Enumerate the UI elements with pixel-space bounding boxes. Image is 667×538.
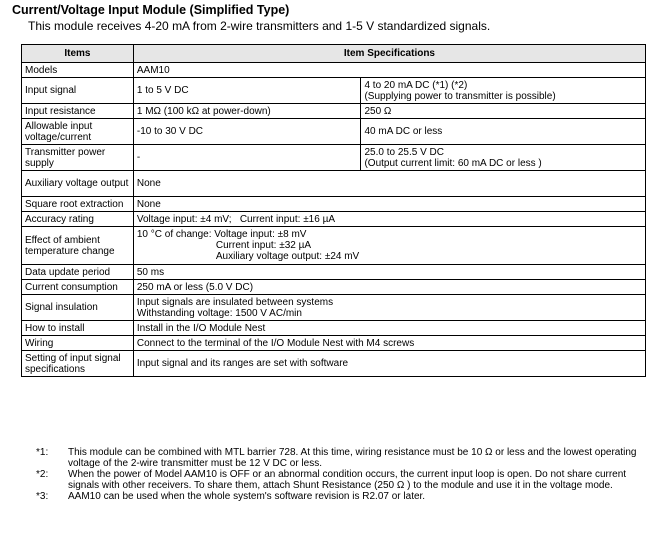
value-line: Input signals are insulated between systems	[136, 296, 334, 308]
table-row	[22, 78, 646, 104]
table-row	[22, 265, 646, 280]
row-label: Accuracy rating	[22, 212, 134, 227]
table-row	[22, 227, 646, 265]
row-label: Transmitter power supply	[22, 145, 134, 171]
value-line: Withstanding voltage: 1500 V AC/min	[136, 307, 302, 319]
row-label: Square root extraction	[22, 197, 134, 212]
page-subtitle: This module receives 4-20 mA from 2-wire transmitters and 1-5 V standardized signals.	[28, 19, 491, 33]
row-value-current	[361, 78, 646, 104]
footnote-text: AAM10 can be used when the whole system's software revision is R2.07 or later.	[68, 491, 426, 502]
table-row	[22, 104, 646, 119]
row-label: Models	[22, 63, 134, 78]
row-value: 250 mA or less (5.0 V DC)	[133, 280, 645, 295]
row-label: Input signal	[22, 78, 134, 104]
row-value-current	[361, 145, 646, 171]
page-title: Current/Voltage Input Module (Simplified Type)	[12, 3, 290, 17]
row-value: None	[133, 197, 645, 212]
row-value: Install in the I/O Module Nest	[133, 321, 645, 336]
row-value-current: 40 mA DC or less	[361, 119, 646, 145]
footnote	[36, 469, 648, 491]
row-value: Voltage input: ±4 mV; Current input: ±16 µA	[133, 212, 645, 227]
spec-table	[21, 44, 646, 377]
footnote-mark: *1:	[36, 447, 49, 458]
row-value: 50 ms	[133, 265, 645, 280]
table-row	[22, 119, 646, 145]
row-label: Wiring	[22, 336, 134, 351]
table-header-row	[22, 45, 646, 63]
row-value-voltage: -	[133, 145, 361, 171]
table-row	[22, 351, 646, 377]
row-label: Input resistance	[22, 104, 134, 119]
table-row	[22, 321, 646, 336]
row-label: Signal insulation	[22, 295, 134, 321]
footnotes	[36, 447, 648, 502]
row-value-voltage: -10 to 30 V DC	[133, 119, 361, 145]
table-row	[22, 197, 646, 212]
value-line: (Output current limit: 60 mA DC or less )	[364, 157, 542, 169]
row-label: Current consumption	[22, 280, 134, 295]
row-value: Input signal and its ranges are set with software	[133, 351, 645, 377]
row-label: Allowable input voltage/current	[22, 119, 134, 145]
row-value	[133, 227, 645, 265]
row-label: Data update period	[22, 265, 134, 280]
row-value-voltage: 1 to 5 V DC	[133, 78, 361, 104]
value-line: 25.0 to 25.5 V DC	[364, 146, 444, 158]
row-value: None	[133, 171, 645, 197]
row-label: How to install	[22, 321, 134, 336]
table-row	[22, 280, 646, 295]
value-line: Auxiliary voltage output: ±24 mV	[215, 251, 360, 262]
footnote-text: When the power of Model AAM10 is OFF or an abnormal condition occurs, the current input loop is open. Do not share current signals with other receivers. To share them, attach Shunt Resistance (250 Ω ) to the module and use it in the voltage mode.	[68, 469, 627, 491]
footnote	[36, 447, 648, 469]
table-row	[22, 145, 646, 171]
footnote	[36, 491, 648, 502]
row-label: Auxiliary voltage output	[22, 171, 134, 197]
footnote-mark: *2:	[36, 469, 49, 480]
row-value: AAM10	[133, 63, 645, 78]
row-value-voltage: 1 MΩ (100 kΩ at power-down)	[133, 104, 361, 119]
table-row	[22, 295, 646, 321]
footnote-text: This module can be combined with MTL barrier 728. At this time, wiring resistance must be 10 Ω or less and the lowest operating voltage of the 2-wire transmitter must be 12 V DC or less.	[68, 447, 637, 469]
header-items: Items	[22, 45, 134, 63]
footnote-mark: *3:	[36, 491, 49, 502]
table-row	[22, 212, 646, 227]
header-specs: Item Specifications	[133, 45, 645, 63]
row-value	[133, 295, 645, 321]
value-line: Current input: ±32 µA	[215, 240, 312, 251]
row-label: Setting of input signal specifications	[22, 351, 134, 377]
value-line: (Supplying power to transmitter is possible)	[364, 90, 556, 102]
table-row	[22, 171, 646, 197]
value-line: 10 °C of change: Voltage input: ±8 mV	[136, 229, 307, 240]
row-label: Effect of ambient temperature change	[22, 227, 134, 265]
value-line: 4 to 20 mA DC (*1) (*2)	[364, 79, 468, 91]
table-row	[22, 63, 646, 78]
row-value-current: 250 Ω	[361, 104, 646, 119]
table-row	[22, 336, 646, 351]
row-value: Connect to the terminal of the I/O Module Nest with M4 screws	[133, 336, 645, 351]
